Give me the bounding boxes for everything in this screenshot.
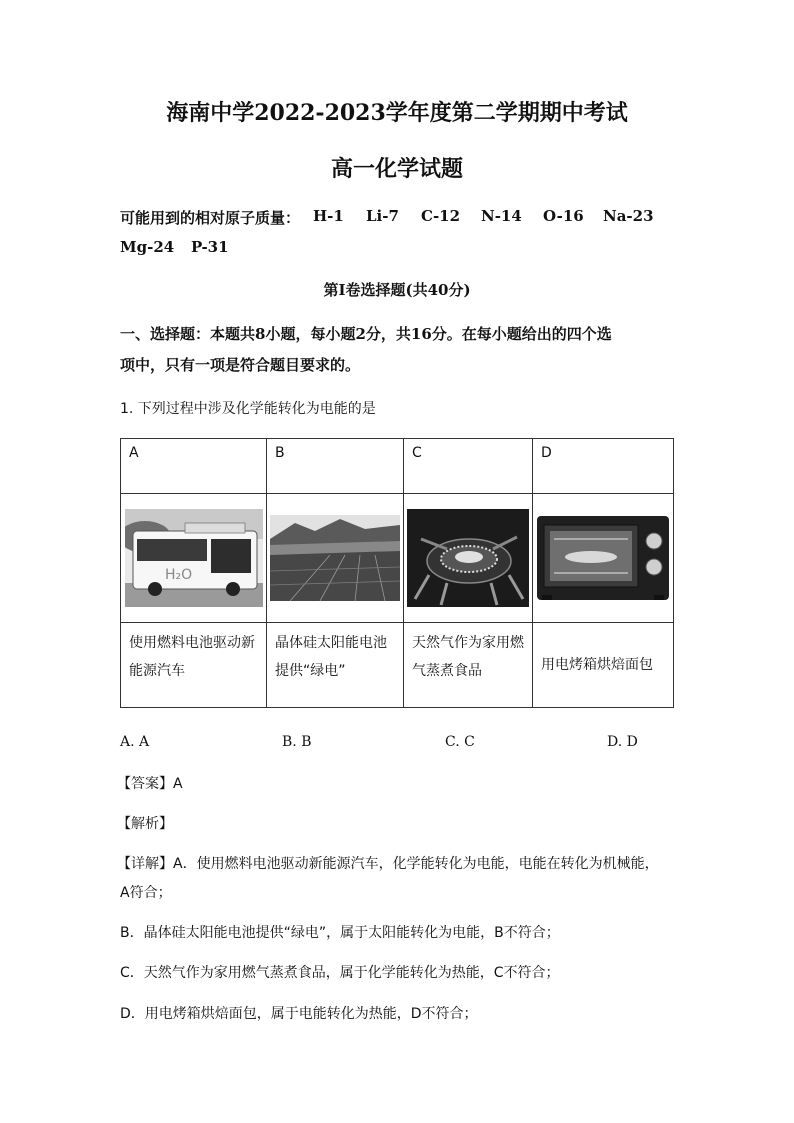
answer-line bbox=[117, 773, 183, 793]
option-d-caption: 用电烤箱烘焙面包 bbox=[533, 623, 674, 708]
exam-subtitle: 高一化学试题 bbox=[330, 156, 463, 182]
solar-panel-field-image bbox=[270, 515, 400, 601]
analysis-label: 【解析】 bbox=[117, 816, 173, 832]
analysis-line-a1 bbox=[117, 853, 659, 873]
option-b-image-cell bbox=[267, 494, 404, 623]
option-d-image-cell bbox=[533, 494, 674, 623]
exam-title: 海南中学2022-2023学年度第二学期期中考试 bbox=[166, 100, 628, 126]
svg-text:H₂O: H₂O bbox=[164, 567, 192, 583]
option-a-image-cell bbox=[121, 494, 267, 623]
mass-na-item: Na-23 bbox=[603, 207, 654, 225]
analysis-line-d: D．用电烤箱烘焙面包，属于电能转化为热能，D不符合； bbox=[120, 1006, 478, 1022]
option-b-caption: 晶体硅太阳能电池提供“绿电” bbox=[267, 623, 404, 708]
question-stem: 1. 下列过程中涉及化学能转化为电能的是 bbox=[120, 401, 376, 417]
choice-b: B. B bbox=[282, 734, 312, 750]
option-d-label: D bbox=[533, 439, 674, 494]
analysis-line-b: B．晶体硅太阳能电池提供“绿电”，属于太阳能转化为电能，B不符合； bbox=[120, 925, 560, 941]
mass-n-item: N-14 bbox=[481, 207, 522, 225]
analysis-line-c: C．天然气作为家用燃气蒸煮食品，属于化学能转化为热能，C不符合； bbox=[120, 965, 560, 981]
choice-d: D. D bbox=[607, 734, 638, 750]
atomic-mass-line-1 bbox=[120, 207, 300, 228]
answer-label: 【答案】 bbox=[117, 776, 173, 792]
option-a-caption: 使用燃料电池驱动新能源汽车 bbox=[121, 623, 267, 708]
option-b-label: B bbox=[267, 439, 404, 494]
instructions-line-1: 一、选择题：本题共8小题，每小题2分，共16分。在每小题给出的四个选 bbox=[120, 325, 612, 343]
instructions-line-2: 项中，只有一项是符合题目要求的。 bbox=[120, 356, 361, 374]
atomic-mass-label: 可能用到的相对原子质量： bbox=[120, 209, 301, 227]
options-table bbox=[120, 438, 674, 708]
section-title: 第I卷选择题(共40分) bbox=[323, 281, 471, 299]
detail-label: 【详解】 bbox=[117, 856, 173, 872]
option-c-image-cell bbox=[404, 494, 533, 623]
detail-text-a: A．使用燃料电池驱动新能源汽车，化学能转化为电能，电能在转化为机械能， bbox=[173, 856, 659, 872]
mass-c-item: C-12 bbox=[421, 207, 461, 225]
answer-value: A bbox=[173, 776, 183, 792]
fuel-cell-bus-image bbox=[125, 509, 263, 607]
option-a-label: A bbox=[121, 439, 267, 494]
analysis-line-a2: A符合； bbox=[120, 885, 172, 901]
choice-a: A. A bbox=[120, 734, 150, 750]
electric-oven-image bbox=[536, 515, 670, 601]
choice-c: C. C bbox=[445, 734, 475, 750]
mass-h-item: H-1 bbox=[313, 207, 344, 225]
option-c-label: C bbox=[404, 439, 533, 494]
mass-mg-item: Mg-24 bbox=[120, 238, 175, 256]
option-c-caption: 天然气作为家用燃气蒸煮食品 bbox=[404, 623, 533, 708]
gas-stove-flame-image bbox=[407, 509, 529, 607]
mass-o-item: O-16 bbox=[543, 207, 584, 225]
mass-li-item: Li-7 bbox=[366, 207, 399, 225]
mass-p-item: P-31 bbox=[191, 238, 229, 256]
